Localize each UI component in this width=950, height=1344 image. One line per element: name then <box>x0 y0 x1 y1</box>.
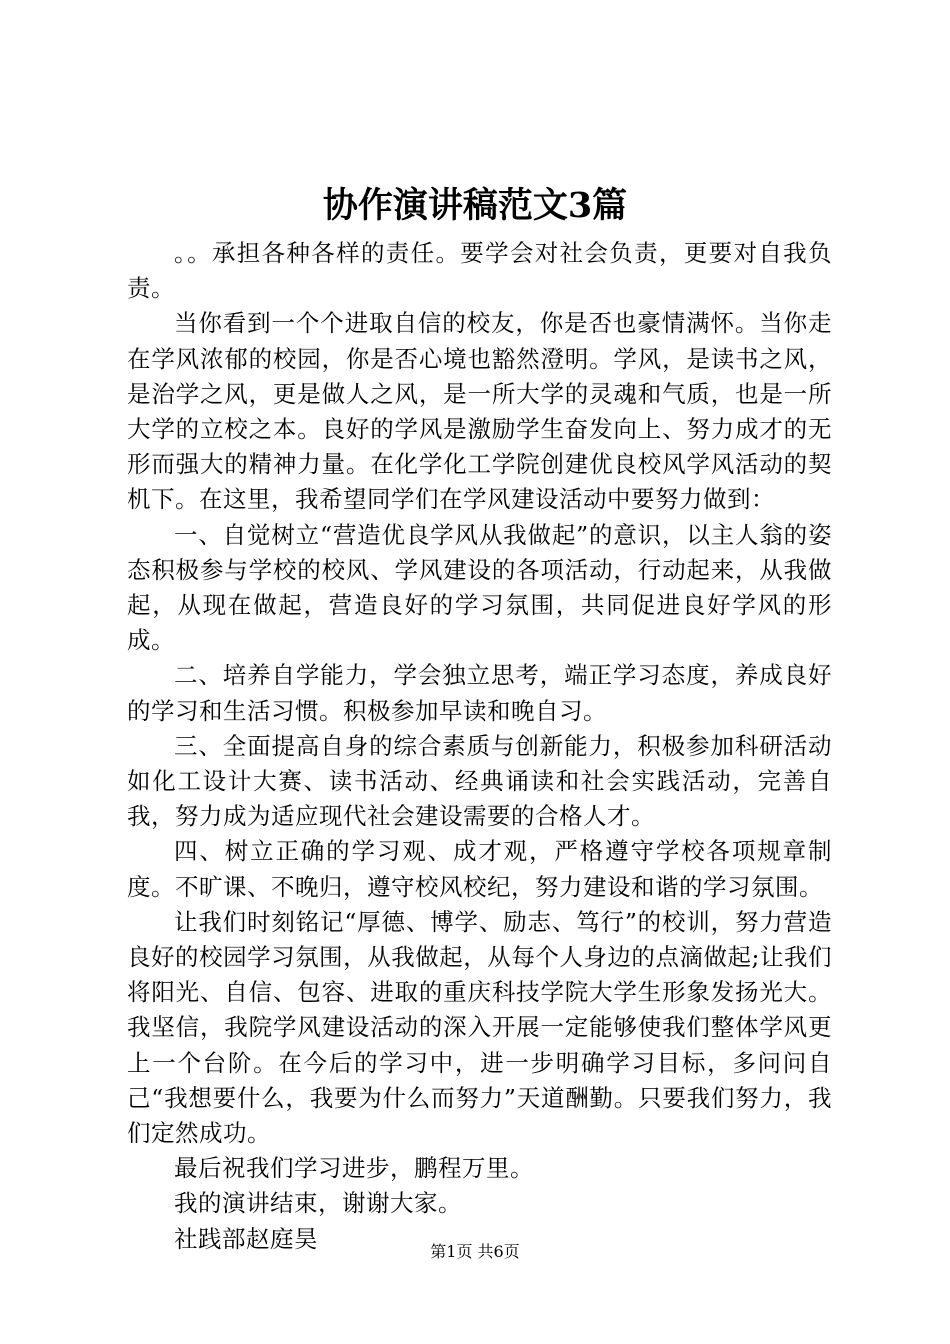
paragraph: 一、自觉树立“营造优良学风从我做起”的意识，以主人翁的姿态积极参与学校的校风、学风建设的各项活动，行动起来，从我做起，从现在做起，营造良好的学习氛围，共同促进良好学风的形成。 <box>127 520 832 655</box>
document-body <box>127 236 832 1257</box>
paragraph: 让我们时刻铭记“厚德、博学、励志、笃行”的校训，努力营造良好的校园学习氛围，从我做起，从每个人身边的点滴做起;让我们将阳光、自信、包容、进取的重庆科技学院大学生形象发扬光大。我坚信，我院学风建设活动的深入开展一定能够使我们整体学风更上一个台阶。在今后的学习中，进一步明确学习目标，多问问自己“我想要什么，我要为什么而努力”天道酬勤。只要我们努力，我们定然成功。 <box>127 907 832 1148</box>
paragraph: 最后祝我们学习进步，鹏程万里。 <box>174 1154 534 1183</box>
paragraph: 三、全面提高自身的综合素质与创新能力，积极参加科研活动如化工设计大赛、读书活动、经典诵读和社会实践活动，完善自我，努力成为适应现代社会建设需要的合格人才。 <box>127 731 832 831</box>
paragraph: 四、树立正确的学习观、成才观，严格遵守学校各项规章制度。不旷课、不晚归，遵守校风校纪，努力建设和谐的学习氛围。 <box>127 837 832 901</box>
document-title: 协作演讲稿范文3篇 <box>322 185 628 226</box>
paragraph: 当你看到一个个进取自信的校友，你是否也豪情满怀。当你走在学风浓郁的校园，你是否心境也豁然澄明。学风，是读书之风，是治学之风，更是做人之风，是一所大学的灵魂和气质，也是一所大学的立校之本。良好的学风是激励学生奋发向上、努力成才的无形而强大的精神力量。在化学化工学院创建优良校风学风活动的契机下。在这里，我希望同学们在学风建设活动中要努力做到： <box>127 309 832 514</box>
paragraph: 我的演讲结束，谢谢大家。 <box>174 1189 462 1218</box>
paragraph: 二、培养自学能力，学会独立思考，端正学习态度，养成良好的学习和生活习惯。积极参加早读和晚自习。 <box>127 661 832 725</box>
page-number-footer: 第1页 共6页 <box>430 1242 520 1261</box>
signature-line: 社践部赵庭昊 <box>174 1224 318 1253</box>
paragraph: 。。承担各种各样的责任。要学会对社会负责，更要对自我负责。 <box>127 239 832 303</box>
